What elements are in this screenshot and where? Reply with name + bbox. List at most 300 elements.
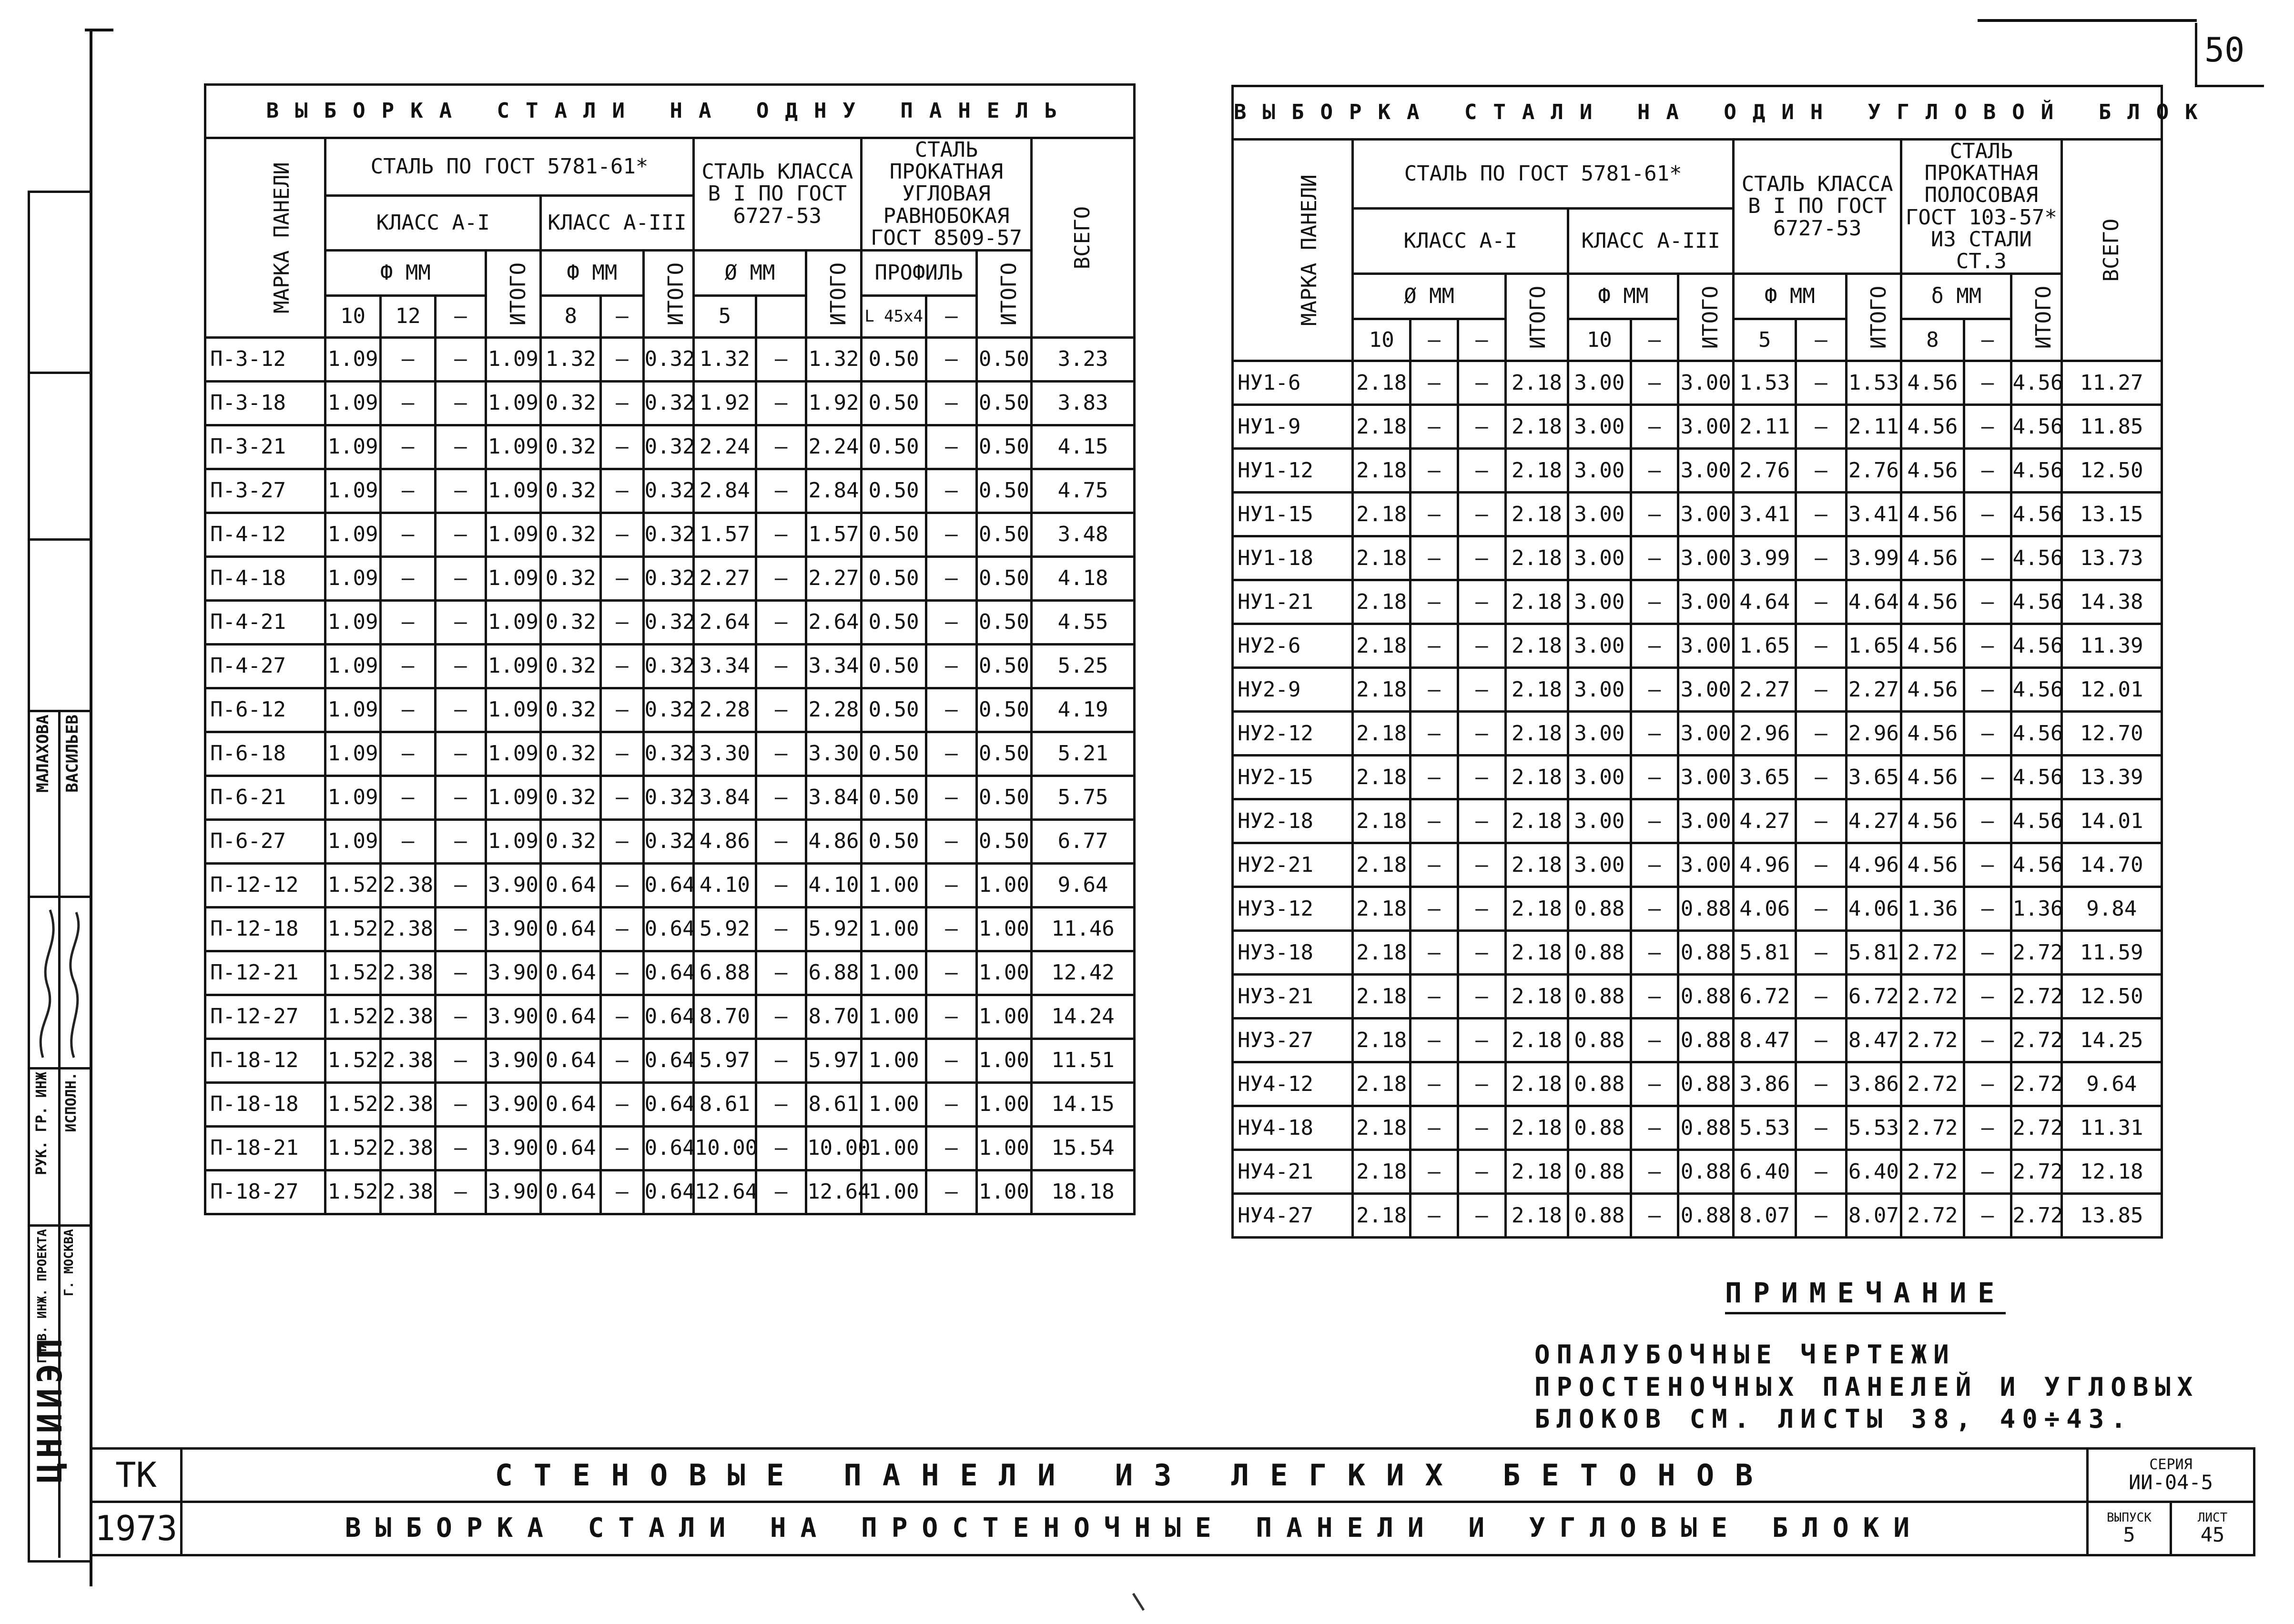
value-cell: — — [1796, 712, 1846, 756]
value-cell: — — [436, 907, 486, 951]
value-cell: 2.18 — [1505, 756, 1568, 799]
table-row — [205, 513, 1135, 556]
value-cell: — — [1964, 712, 2011, 756]
value-cell: 3.90 — [486, 1082, 541, 1126]
value-cell: — — [1964, 1106, 2011, 1150]
value-cell: 0.64 — [643, 995, 693, 1039]
value-cell: 0.32 — [541, 688, 601, 732]
panel-mark-cell: НУ2-6 — [1233, 624, 1353, 668]
value-cell: 4.56 — [2011, 756, 2061, 799]
value-cell: 2.72 — [2011, 931, 2061, 975]
right-sub: — — [1796, 319, 1846, 361]
value-cell: — — [1964, 1019, 2011, 1062]
table-row — [205, 1126, 1135, 1170]
value-cell: 2.18 — [1353, 1019, 1411, 1062]
value-cell: — — [601, 776, 643, 819]
value-cell: — — [1631, 1062, 1678, 1106]
value-cell: — — [1964, 624, 2011, 668]
value-cell: — — [756, 688, 806, 732]
value-cell: — — [1964, 887, 2011, 931]
value-cell: 3.00 — [1678, 799, 1734, 843]
value-cell: 0.32 — [643, 732, 693, 776]
table-row — [1233, 624, 2162, 668]
value-cell: 0.50 — [861, 776, 926, 819]
left-dia-a3: Ф ММ — [541, 250, 643, 295]
value-cell: 5.97 — [806, 1039, 862, 1082]
value-cell: 0.32 — [643, 337, 693, 381]
value-cell: 11.31 — [2061, 1106, 2162, 1150]
value-cell: — — [1796, 361, 1846, 405]
value-cell: 3.65 — [1734, 756, 1796, 799]
value-cell: — — [436, 951, 486, 995]
value-cell: — — [1411, 887, 1458, 931]
value-cell: — — [1796, 449, 1846, 493]
value-cell: 2.27 — [806, 556, 862, 600]
value-cell: 2.18 — [1353, 712, 1411, 756]
value-cell: — — [1411, 1194, 1458, 1238]
left-itogo-a3: ИТОГО — [643, 250, 693, 337]
value-cell: 4.56 — [1901, 580, 1964, 624]
value-cell: 0.32 — [643, 556, 693, 600]
right-steel-table — [1231, 85, 2214, 1239]
value-cell: — — [756, 644, 806, 688]
value-cell: — — [1964, 668, 2011, 712]
value-cell: 2.38 — [380, 863, 436, 907]
left-profile: ПРОФИЛЬ — [861, 250, 976, 295]
value-cell: — — [756, 1126, 806, 1170]
value-cell: 8.70 — [806, 995, 862, 1039]
value-cell: 3.65 — [1846, 756, 1901, 799]
right-dia-b1: Ф ММ — [1734, 274, 1847, 319]
panel-mark-cell: НУ4-27 — [1233, 1194, 1353, 1238]
value-cell: 0.50 — [976, 688, 1032, 732]
value-cell: — — [1631, 493, 1678, 536]
table-row — [205, 556, 1135, 600]
value-cell: 3.00 — [1678, 624, 1734, 668]
value-cell: 2.18 — [1505, 843, 1568, 887]
value-cell: 1.32 — [541, 337, 601, 381]
value-cell: — — [1411, 799, 1458, 843]
value-cell: — — [1458, 712, 1505, 756]
value-cell: 2.18 — [1353, 668, 1411, 712]
table-row — [1233, 843, 2162, 887]
value-cell: 0.88 — [1568, 1194, 1631, 1238]
value-cell: 0.64 — [643, 1126, 693, 1170]
value-cell: — — [1411, 580, 1458, 624]
value-cell: — — [1796, 624, 1846, 668]
value-cell: 2.18 — [1353, 756, 1411, 799]
value-cell: 0.88 — [1678, 1019, 1734, 1062]
left-dia-a1: Ф ММ — [325, 250, 486, 295]
value-cell: — — [601, 1082, 643, 1126]
value-cell: 3.90 — [486, 863, 541, 907]
value-cell: 1.09 — [325, 688, 381, 732]
value-cell: — — [601, 469, 643, 513]
right-sub: 10 — [1353, 319, 1411, 361]
value-cell: 0.64 — [541, 1039, 601, 1082]
value-cell: — — [756, 776, 806, 819]
value-cell: 0.50 — [976, 644, 1032, 688]
value-cell: 4.56 — [2011, 405, 2061, 449]
value-cell: 1.32 — [806, 337, 862, 381]
value-cell: — — [756, 469, 806, 513]
value-cell: — — [380, 732, 436, 776]
value-cell: 2.72 — [1901, 1062, 1964, 1106]
value-cell: 6.77 — [1032, 819, 1135, 863]
value-cell: 3.90 — [486, 1126, 541, 1170]
value-cell: 0.64 — [643, 1082, 693, 1126]
value-cell: — — [756, 732, 806, 776]
table-row — [1233, 405, 2162, 449]
value-cell: — — [436, 1039, 486, 1082]
value-cell: 6.88 — [693, 951, 756, 995]
value-cell: — — [1458, 1150, 1505, 1194]
value-cell: 4.64 — [1846, 580, 1901, 624]
value-cell: 0.32 — [643, 381, 693, 425]
title-block-code: ТК — [91, 1449, 182, 1502]
value-cell: 2.18 — [1353, 1062, 1411, 1106]
value-cell: 12.01 — [2061, 668, 2162, 712]
value-cell: 2.11 — [1846, 405, 1901, 449]
value-cell: 1.09 — [325, 776, 381, 819]
value-cell: 6.88 — [806, 951, 862, 995]
value-cell: 2.72 — [1901, 975, 1964, 1019]
table-row — [1233, 449, 2162, 493]
value-cell: — — [1964, 361, 2011, 405]
value-cell: 1.00 — [976, 1039, 1032, 1082]
value-cell: — — [1411, 493, 1458, 536]
value-cell: — — [1964, 493, 2011, 536]
value-cell: 2.27 — [1734, 668, 1796, 712]
value-cell: 2.18 — [1505, 887, 1568, 931]
value-cell: 0.88 — [1678, 931, 1734, 975]
value-cell: — — [1411, 624, 1458, 668]
left-itogo-prof: ИТОГО — [976, 250, 1032, 337]
value-cell: 4.56 — [2011, 624, 2061, 668]
value-cell: — — [380, 600, 436, 644]
value-cell: 3.34 — [693, 644, 756, 688]
value-cell: — — [1964, 449, 2011, 493]
value-cell: 2.96 — [1734, 712, 1796, 756]
value-cell: 0.32 — [541, 469, 601, 513]
value-cell: 1.52 — [325, 863, 381, 907]
value-cell: — — [1458, 405, 1505, 449]
right-group3-header: СТАЛЬ ПРОКАТНАЯ ПОЛОСОВАЯ ГОСТ 103-57* ИЗ СТАЛИ СТ.3 — [1901, 140, 2061, 274]
value-cell: — — [1458, 931, 1505, 975]
right-sub: — — [1964, 319, 2011, 361]
value-cell: 9.84 — [2061, 887, 2162, 931]
value-cell: — — [1796, 536, 1846, 580]
value-cell: — — [601, 995, 643, 1039]
value-cell: — — [601, 556, 643, 600]
panel-mark-cell: П-3-21 — [205, 425, 325, 469]
value-cell: — — [1796, 887, 1846, 931]
value-cell: 1.09 — [325, 513, 381, 556]
value-cell: 3.30 — [693, 732, 756, 776]
table-row — [205, 600, 1135, 644]
value-cell: 2.96 — [1846, 712, 1901, 756]
value-cell: — — [436, 776, 486, 819]
value-cell: 4.10 — [693, 863, 756, 907]
value-cell: — — [1411, 449, 1458, 493]
value-cell: — — [601, 381, 643, 425]
value-cell: 14.24 — [1032, 995, 1135, 1039]
value-cell: 1.00 — [861, 1039, 926, 1082]
value-cell: — — [1964, 580, 2011, 624]
value-cell: 3.00 — [1568, 493, 1631, 536]
value-cell: — — [926, 951, 976, 995]
left-sub: — — [436, 295, 486, 337]
panel-mark-cell: НУ2-12 — [1233, 712, 1353, 756]
value-cell: 5.21 — [1032, 732, 1135, 776]
value-cell: 2.72 — [2011, 1194, 2061, 1238]
value-cell: 5.75 — [1032, 776, 1135, 819]
value-cell: 1.36 — [1901, 887, 1964, 931]
value-cell: 1.65 — [1846, 624, 1901, 668]
value-cell: 4.56 — [2011, 361, 2061, 405]
value-cell: — — [601, 644, 643, 688]
title-block — [90, 1447, 2255, 1556]
value-cell: 1.09 — [325, 644, 381, 688]
value-cell: 1.32 — [693, 337, 756, 381]
value-cell: 2.38 — [380, 1170, 436, 1214]
table-row — [205, 732, 1135, 776]
value-cell: 2.18 — [1505, 1150, 1568, 1194]
value-cell: — — [436, 556, 486, 600]
value-cell: — — [601, 1170, 643, 1214]
value-cell: — — [436, 688, 486, 732]
panel-mark-cell: П-6-12 — [205, 688, 325, 732]
value-cell: 14.01 — [2061, 799, 2162, 843]
value-cell: 8.07 — [1846, 1194, 1901, 1238]
left-sub: — — [926, 295, 976, 337]
panel-mark-cell: П-18-27 — [205, 1170, 325, 1214]
value-cell: 0.64 — [541, 863, 601, 907]
value-cell: 3.00 — [1678, 668, 1734, 712]
value-cell: 9.64 — [1032, 863, 1135, 907]
value-cell: — — [1411, 756, 1458, 799]
value-cell: — — [436, 1126, 486, 1170]
value-cell: 12.42 — [1032, 951, 1135, 995]
value-cell: — — [601, 600, 643, 644]
right-sub: — — [1631, 319, 1678, 361]
value-cell: — — [756, 863, 806, 907]
value-cell: — — [1796, 1019, 1846, 1062]
value-cell: 2.72 — [1901, 1194, 1964, 1238]
table-row — [205, 995, 1135, 1039]
value-cell: 0.50 — [976, 425, 1032, 469]
value-cell: 2.84 — [693, 469, 756, 513]
value-cell: 2.18 — [1505, 493, 1568, 536]
value-cell: — — [926, 556, 976, 600]
value-cell: 14.70 — [2061, 843, 2162, 887]
value-cell: 0.50 — [976, 469, 1032, 513]
value-cell: — — [601, 907, 643, 951]
value-cell: — — [926, 1126, 976, 1170]
value-cell: 0.88 — [1568, 1106, 1631, 1150]
value-cell: 2.72 — [2011, 1150, 2061, 1194]
value-cell: 1.52 — [325, 1039, 381, 1082]
table-row — [1233, 1019, 2162, 1062]
panel-mark-cell: П-12-21 — [205, 951, 325, 995]
value-cell: — — [1458, 799, 1505, 843]
panel-mark-cell: НУ1-9 — [1233, 405, 1353, 449]
left-itogo-a1: ИТОГО — [486, 250, 541, 337]
stamp-name-1: МАЛАХОВА — [33, 715, 52, 793]
panel-mark-cell: НУ1-15 — [1233, 493, 1353, 536]
table-row — [205, 644, 1135, 688]
value-cell: 0.50 — [861, 644, 926, 688]
table-row — [1233, 361, 2162, 405]
value-cell: 0.50 — [861, 688, 926, 732]
value-cell: — — [1964, 405, 2011, 449]
value-cell: 0.64 — [541, 1126, 601, 1170]
value-cell: — — [380, 556, 436, 600]
right-itogo-a3: ИТОГО — [1678, 274, 1734, 361]
value-cell: 4.96 — [1734, 843, 1796, 887]
value-cell: 2.38 — [380, 1126, 436, 1170]
value-cell: 1.92 — [806, 381, 862, 425]
value-cell: — — [756, 1082, 806, 1126]
value-cell: — — [601, 337, 643, 381]
value-cell: 2.72 — [2011, 975, 2061, 1019]
value-cell: — — [1458, 668, 1505, 712]
value-cell: 1.00 — [861, 1082, 926, 1126]
panel-mark-cell: НУ3-18 — [1233, 931, 1353, 975]
value-cell: 4.56 — [2011, 449, 2061, 493]
value-cell: 2.64 — [806, 600, 862, 644]
value-cell: — — [756, 951, 806, 995]
right-dia-a1: Ø ММ — [1353, 274, 1506, 319]
panel-mark-cell: П-18-12 — [205, 1039, 325, 1082]
value-cell: 3.90 — [486, 1170, 541, 1214]
table-row — [1233, 536, 2162, 580]
value-cell: — — [926, 688, 976, 732]
value-cell: 2.18 — [1505, 1194, 1568, 1238]
value-cell: 2.72 — [1901, 931, 1964, 975]
value-cell: 1.09 — [325, 337, 381, 381]
value-cell: 1.00 — [861, 863, 926, 907]
value-cell: 2.38 — [380, 951, 436, 995]
value-cell: 3.84 — [806, 776, 862, 819]
value-cell: — — [436, 644, 486, 688]
sheet-cell — [2171, 1502, 2254, 1555]
value-cell: — — [601, 1039, 643, 1082]
value-cell: 0.32 — [643, 688, 693, 732]
value-cell: 2.18 — [1353, 580, 1411, 624]
value-cell: — — [926, 1039, 976, 1082]
value-cell: 1.09 — [486, 732, 541, 776]
value-cell: 15.54 — [1032, 1126, 1135, 1170]
value-cell: 8.61 — [806, 1082, 862, 1126]
left-table-title: ВЫБОРКА СТАЛИ НА ОДНУ ПАНЕЛЬ — [205, 85, 1135, 138]
value-cell: 5.92 — [806, 907, 862, 951]
value-cell: 0.64 — [643, 1039, 693, 1082]
value-cell: 3.23 — [1032, 337, 1135, 381]
value-cell: 0.50 — [976, 381, 1032, 425]
value-cell: 3.00 — [1568, 799, 1631, 843]
value-cell: 4.56 — [2011, 712, 2061, 756]
value-cell: — — [1631, 580, 1678, 624]
value-cell: — — [926, 1170, 976, 1214]
left-dia-b1: Ø ММ — [693, 250, 806, 295]
table-row — [1233, 493, 2162, 536]
value-cell: 4.96 — [1846, 843, 1901, 887]
value-cell: 14.15 — [1032, 1082, 1135, 1126]
table-row — [1233, 975, 2162, 1019]
table-row — [205, 1082, 1135, 1126]
value-cell: 12.18 — [2061, 1150, 2162, 1194]
value-cell: — — [1458, 1106, 1505, 1150]
value-cell: — — [1411, 712, 1458, 756]
table-row — [1233, 1106, 2162, 1150]
value-cell: 2.18 — [1505, 975, 1568, 1019]
value-cell: 2.18 — [1353, 405, 1411, 449]
value-cell: 2.24 — [806, 425, 862, 469]
value-cell: 11.51 — [1032, 1039, 1135, 1082]
title-block-year: 1973 — [91, 1502, 182, 1555]
right-table-title: ВЫБОРКА СТАЛИ НА ОДИН УГЛОВОЙ БЛОК — [1233, 86, 2162, 140]
value-cell: — — [601, 1126, 643, 1170]
table-row — [1233, 887, 2162, 931]
value-cell: — — [1631, 1150, 1678, 1194]
value-cell: 2.18 — [1505, 536, 1568, 580]
value-cell: 0.88 — [1568, 1150, 1631, 1194]
value-cell: — — [756, 907, 806, 951]
value-cell: 0.32 — [541, 556, 601, 600]
value-cell: — — [1458, 756, 1505, 799]
value-cell: 1.52 — [325, 951, 381, 995]
panel-mark-cell: П-4-21 — [205, 600, 325, 644]
value-cell: 2.18 — [1505, 361, 1568, 405]
value-cell: — — [1631, 975, 1678, 1019]
table-row — [205, 907, 1135, 951]
value-cell: — — [1458, 449, 1505, 493]
value-cell: — — [1796, 1062, 1846, 1106]
value-cell: — — [1964, 1150, 2011, 1194]
value-cell: 5.81 — [1846, 931, 1901, 975]
value-cell: — — [380, 688, 436, 732]
value-cell: 0.64 — [643, 907, 693, 951]
value-cell: 0.64 — [643, 863, 693, 907]
value-cell: — — [1631, 712, 1678, 756]
value-cell: 3.00 — [1678, 449, 1734, 493]
value-cell: 3.00 — [1678, 405, 1734, 449]
value-cell: — — [1964, 756, 2011, 799]
value-cell: 2.72 — [1901, 1106, 1964, 1150]
panel-mark-cell: НУ1-18 — [1233, 536, 1353, 580]
value-cell: 2.18 — [1353, 799, 1411, 843]
value-cell: 0.64 — [541, 1170, 601, 1214]
value-cell: 2.72 — [2011, 1062, 2061, 1106]
value-cell: 1.00 — [976, 951, 1032, 995]
value-cell: 0.32 — [643, 819, 693, 863]
value-cell: 11.46 — [1032, 907, 1135, 951]
panel-mark-cell: П-4-18 — [205, 556, 325, 600]
value-cell: 1.00 — [861, 1126, 926, 1170]
panel-mark-cell: П-18-18 — [205, 1082, 325, 1126]
value-cell: — — [1796, 668, 1846, 712]
value-cell: — — [1631, 799, 1678, 843]
value-cell: 9.64 — [2061, 1062, 2162, 1106]
table-row — [205, 469, 1135, 513]
panel-mark-cell: П-12-27 — [205, 995, 325, 1039]
value-cell: 1.52 — [325, 907, 381, 951]
value-cell: 0.32 — [643, 600, 693, 644]
value-cell: 4.56 — [1901, 756, 1964, 799]
right-class-a1: КЛАСС А-I — [1353, 208, 1568, 273]
value-cell: 12.70 — [2061, 712, 2162, 756]
